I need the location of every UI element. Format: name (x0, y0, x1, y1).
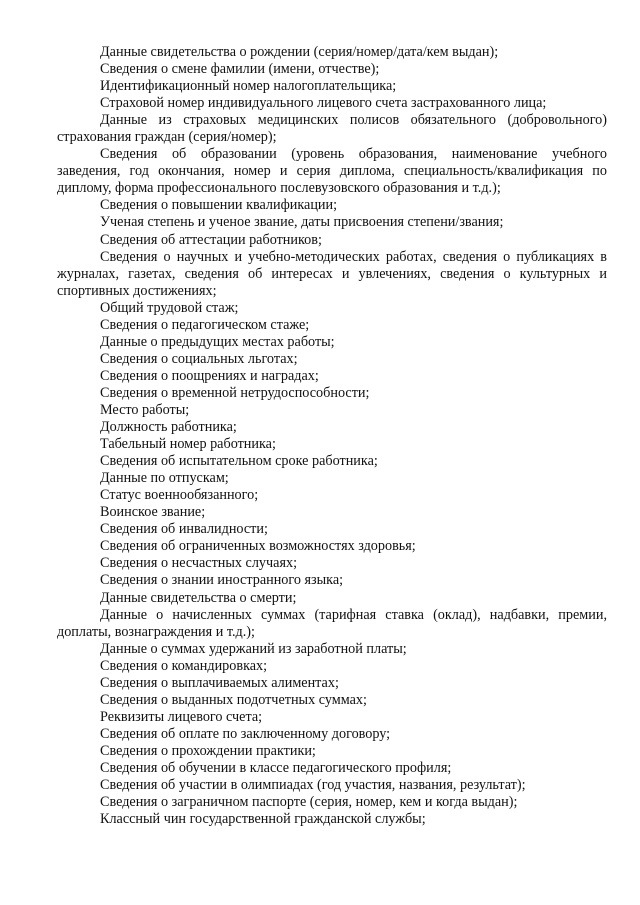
list-item: Сведения о заграничном паспорте (серия, номер, кем и когда выдан); (100, 794, 518, 811)
list-item: Сведения о несчастных случаях; (100, 555, 298, 572)
list-item: Сведения о командировках; (100, 657, 268, 674)
list-item: Должность работника; (100, 419, 237, 436)
list-item: Данные свидетельства о рождении (серия/номер/дата/кем выдан); (100, 44, 499, 60)
list-item: Данные по отпускам; (100, 470, 229, 487)
list-item: Сведения об ограниченных возможностях здоровья; (100, 538, 416, 555)
list-item: Сведения об аттестации работников; (100, 231, 322, 248)
list-item: Данные о предыдущих местах работы; (100, 333, 335, 350)
list-item: Сведения об инвалидности; (100, 521, 268, 538)
list-item: Сведения о поощрениях и наградах; (100, 367, 319, 384)
list-item: Сведения о выплачиваемых алиментах; (100, 674, 339, 691)
list-item: Сведения об образовании (уровень образования, наименование учебного заведения, год окончания, номер и серия диплома, специальность/квалификация по диплому, форма профессионального послевузовского образования и т.д.); (57, 146, 607, 197)
list-item: Воинское звание; (100, 504, 206, 521)
list-item: Сведения об оплате по заключенному договору; (100, 725, 391, 742)
list-item: Данные из страховых медицинских полисов обязательного (добровольного) страхования граждан (серия/номер); (57, 112, 607, 146)
list-item: Ученая степень и ученое звание, даты присвоения степени/звания; (100, 214, 504, 231)
list-item: Сведения о научных и учебно-методических работах, сведения о публикациях в журналах, газетах, сведения об интересах и увлечениях, сведения о культурных и спортивных достижениях; (57, 248, 607, 299)
list-item: Данные о начисленных суммах (тарифная ставка (оклад), надбавки, премии, доплаты, вознаграждения и т.д.); (57, 606, 607, 640)
list-item: Место работы; (100, 401, 190, 418)
list-item: Данные свидетельства о смерти; (100, 589, 297, 606)
list-item: Сведения о смене фамилии (имени, отчестве); (100, 61, 380, 78)
list-item: Сведения о повышении квалификации; (100, 197, 338, 214)
list-item: Сведения о временной нетрудоспособности; (100, 384, 370, 401)
list-item: Сведения об обучении в классе педагогического профиля; (100, 759, 452, 776)
list-item: Страховой номер индивидуального лицевого счета застрахованного лица; (100, 95, 547, 112)
list-item: Статус военнообязанного; (100, 487, 259, 504)
list-item: Сведения об испытательном сроке работника; (100, 453, 378, 470)
list-item: Реквизиты лицевого счета; (100, 708, 263, 725)
list-item: Сведения о выданных подотчетных суммах; (100, 691, 367, 708)
list-item: Сведения о педагогическом стаже; (100, 316, 310, 333)
list-item: Сведения об участии в олимпиадах (год участия, названия, результат); (100, 777, 526, 794)
list-item: Идентификационный номер налогоплательщика; (100, 78, 397, 95)
list-item: Данные о суммах удержаний из заработной платы; (100, 640, 407, 657)
list-item: Общий трудовой стаж; (100, 299, 239, 316)
list-item: Сведения о знании иностранного языка; (100, 572, 344, 589)
list-item: Табельный номер работника; (100, 436, 276, 453)
list-item: Сведения о социальных льготах; (100, 350, 298, 367)
document-page (57, 44, 607, 828)
list-item: Классный чин государственной гражданской службы; (100, 811, 426, 828)
list-item: Сведения о прохождении практики; (100, 742, 316, 759)
